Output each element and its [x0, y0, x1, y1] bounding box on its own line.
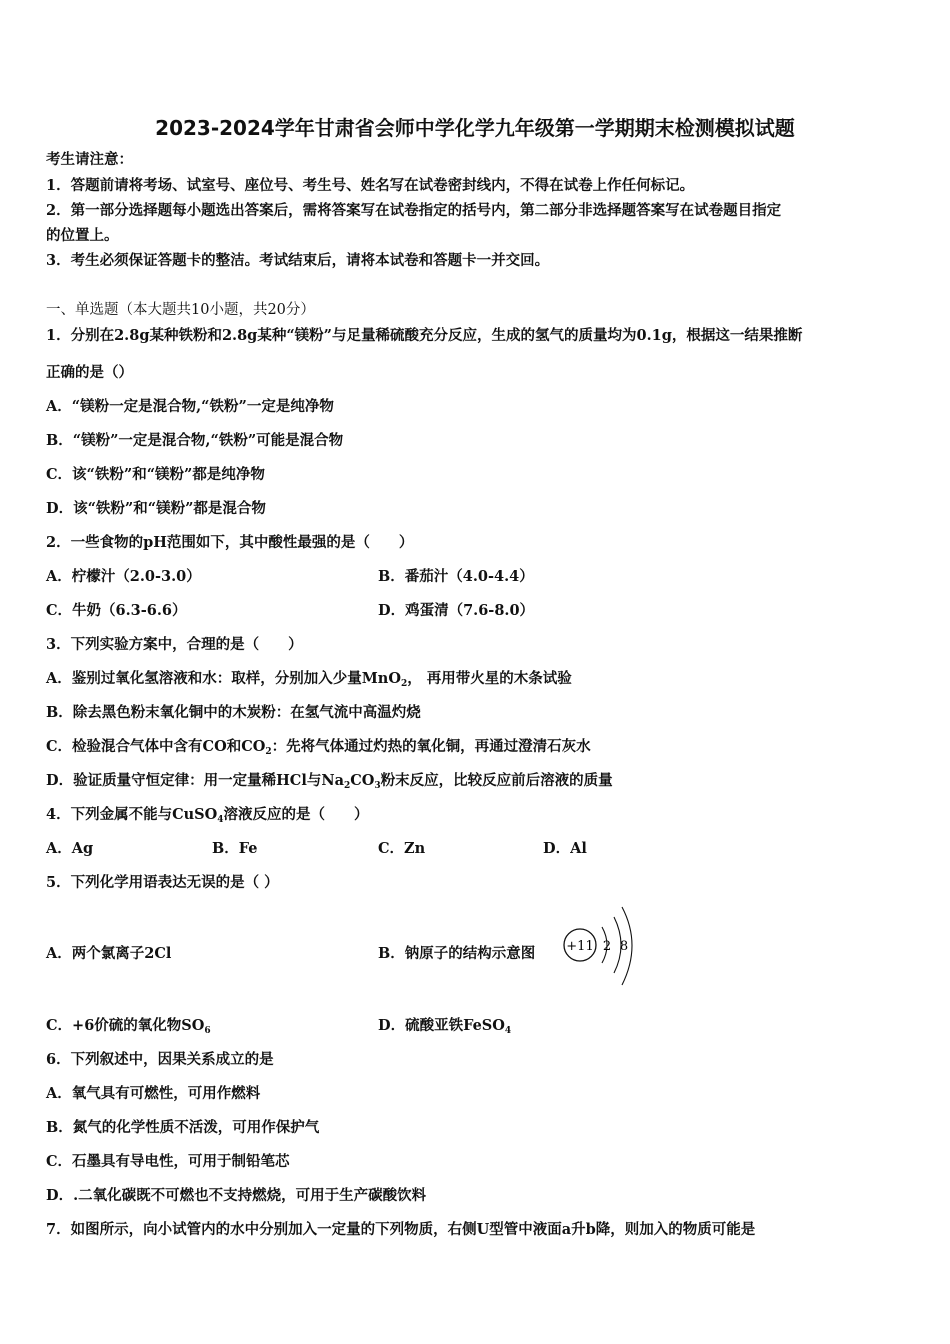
subscript: 4: [217, 815, 224, 825]
question-4-option-b: B．Fe: [212, 840, 258, 857]
subscript: 2: [343, 781, 351, 791]
question-1-option-b: B．“镁粉”一定是混合物,“铁粉”可能是混合物: [46, 432, 344, 449]
question-1-stem-cont: 正确的是（）: [46, 364, 133, 381]
question-2-option-c: C．牛奶（6.3-6.6）: [46, 602, 187, 619]
question-2-option-b: B．番茄汁（4.0-4.4）: [378, 568, 534, 585]
option-text: C．+6价硫的氧化物SO: [46, 1017, 205, 1034]
question-5-option-a: A．两个氯离子2Cl: [46, 945, 172, 962]
question-2-option-d: D．鸡蛋清（7.6-8.0）: [378, 602, 535, 619]
notice-item: 2．第一部分选择题每小题选出答案后，需将答案写在试卷指定的括号内，第二部分非选择题答案写在试卷题目指定: [46, 202, 782, 219]
question-6-option-a: A．氧气具有可燃性，可用作燃料: [46, 1085, 261, 1102]
question-5-stem: 5．下列化学用语表达无误的是（ ）: [46, 874, 279, 891]
question-4-option-c: C．Zn: [378, 840, 426, 857]
question-4-option-d: D．Al: [543, 840, 587, 857]
subscript: 6: [204, 1026, 211, 1036]
question-4-stem: [46, 805, 369, 830]
question-4-option-a: A．Ag: [46, 840, 94, 857]
section-heading: 一、单选题（本大题共10小题，共20分）: [46, 302, 315, 318]
option-text: ， 再用带火星的木条试验: [407, 670, 572, 687]
notice-item: 3．考生必须保证答题卡的整洁。考试结束后，请将本试卷和答题卡一并交回。: [46, 252, 550, 269]
question-6-option-b: B．氮气的化学性质不活泼，可用作保护气: [46, 1119, 320, 1136]
subscript: 3: [374, 781, 381, 791]
question-5-option-d: [378, 1016, 511, 1041]
question-7-stem: 7．如图所示，向小试管内的水中分别加入一定量的下列物质，右侧U型管中液面a升b降，则加入的物质可能是: [46, 1221, 756, 1238]
question-1-option-c: C．该“铁粉”和“镁粉”都是纯净物: [46, 466, 265, 483]
question-6-option-d: D．.二氧化碳既不可燃也不支持燃烧，可用于生产碳酸饮料: [46, 1187, 427, 1204]
subscript: 2: [265, 747, 272, 757]
question-1-option-a: A．“镁粉一定是混合物,“铁粉”一定是纯净物: [46, 398, 334, 415]
subscript: 4: [504, 1026, 512, 1036]
question-3-option-d: [46, 771, 613, 796]
option-text: D．验证质量守恒定律：用一定量稀HCl与Na: [46, 772, 344, 789]
sodium-atom-diagram: [562, 905, 642, 989]
shell-1-count: 2: [602, 939, 612, 954]
option-text: CO: [350, 772, 375, 789]
question-1-stem: 1．分别在2.8g某种铁粉和2.8g某种“镁粉”与足量稀硫酸充分反应，生成的氢气的质量均为0.1g，根据这一结果推断: [46, 327, 803, 344]
question-5-option-b: B．钠原子的结构示意图: [378, 945, 536, 962]
question-3-option-b: B．除去黑色粉末氧化铜中的木炭粉：在氢气流中高温灼烧: [46, 704, 421, 721]
option-text: ：先将气体通过灼热的氧化铜，再通过澄清石灰水: [271, 738, 591, 755]
notice-heading: 考生请注意：: [46, 151, 133, 168]
stem-text: 溶液反应的是（ ）: [223, 806, 369, 823]
subscript: 2: [400, 679, 408, 689]
page-title: 2023-2024学年甘肃省会师中学化学九年级第一学期期末检测模拟试题: [155, 116, 795, 140]
notice-item: 的位置上。: [46, 227, 119, 244]
question-5-option-c: [46, 1016, 211, 1041]
question-6-option-c: C．石墨具有导电性，可用于制铅笔芯: [46, 1153, 290, 1170]
question-3-option-a: [46, 669, 572, 694]
option-text: D．硫酸亚铁FeSO: [378, 1017, 505, 1034]
question-6-stem: 6．下列叙述中，因果关系成立的是: [46, 1051, 274, 1068]
option-text: A．鉴别过氧化氢溶液和水：取样，分别加入少量MnO: [46, 670, 401, 687]
question-1-option-d: D．该“铁粉”和“镁粉”都是混合物: [46, 500, 266, 517]
question-3-option-c: [46, 737, 591, 762]
stem-text: 4．下列金属不能与CuSO: [46, 806, 218, 823]
option-text: 粉末反应，比较反应前后溶液的质量: [380, 772, 613, 789]
question-2-stem: 2．一些食物的pH范围如下，其中酸性最强的是（ ）: [46, 534, 414, 551]
option-text: C．检验混合气体中含有CO和CO: [46, 738, 266, 755]
notice-item: 1．答题前请将考场、试室号、座位号、考生号、姓名写在试卷密封线内，不得在试卷上作任何标记。: [46, 177, 695, 194]
question-2-option-a: A．柠檬汁（2.0-3.0）: [46, 568, 201, 585]
question-3-stem: 3．下列实验方案中，合理的是（ ）: [46, 636, 303, 653]
shell-2-count: 8: [619, 939, 629, 954]
nucleus-charge: +11: [566, 939, 594, 954]
